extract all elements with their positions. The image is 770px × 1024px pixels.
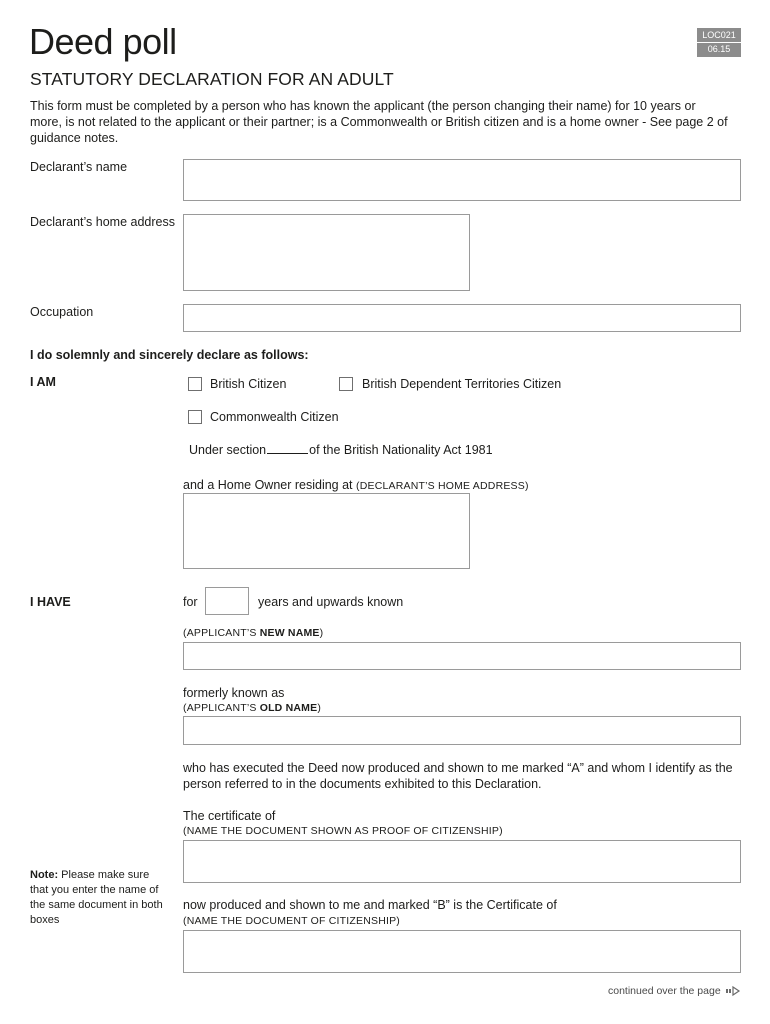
british-citizen-checkbox[interactable] (188, 377, 202, 391)
note-bold: Note: (30, 869, 59, 881)
certificate-label: The certificate of (183, 809, 276, 823)
i-am-label: I AM (30, 375, 56, 389)
commonwealth-citizen-checkbox[interactable] (188, 410, 202, 424)
years-known-field[interactable] (205, 587, 249, 615)
dependent-territories-checkbox[interactable] (339, 377, 353, 391)
home-owner-address-field[interactable] (183, 493, 470, 569)
occupation-label: Occupation (30, 305, 94, 319)
new-name-label (183, 626, 323, 640)
old-name-field[interactable] (183, 716, 741, 745)
commonwealth-citizen-label: Commonwealth Citizen (210, 410, 339, 424)
under-section-line (189, 442, 493, 458)
occupation-field[interactable] (183, 304, 741, 332)
under-section-prefix: Under section (189, 443, 267, 457)
for-label: for (183, 595, 198, 609)
note-body: Please make sure that you enter the name of the same document in both boxes (30, 869, 163, 926)
home-owner-caps: (DECLARANT’S HOME ADDRESS) (356, 480, 529, 492)
home-owner-prefix: and a Home Owner residing at (183, 478, 357, 492)
old-name-label (183, 701, 321, 715)
form-code: LOC021 (702, 30, 736, 40)
new-name-close: ) (319, 627, 324, 639)
declarant-address-field[interactable] (183, 214, 470, 291)
form-date: 06.15 (697, 42, 741, 56)
deed-text: who has executed the Deed now produced and shown to me marked “A” and whom I identify as the person referred to in the documents exhibited to this Declaration. (183, 761, 733, 791)
formerly-known-label: formerly known as (183, 686, 285, 700)
certificate-caps: (NAME THE DOCUMENT SHOWN AS PROOF OF CITIZENSHIP) (183, 825, 503, 837)
citizenship-caps: (NAME THE DOCUMENT OF CITIZENSHIP) (183, 915, 400, 927)
section-number-field[interactable] (267, 442, 308, 454)
old-name-close: ) (317, 702, 322, 714)
old-name-open: (APPLICANT’S (183, 702, 260, 714)
arrow-right-icon (726, 985, 742, 997)
certificate-field[interactable] (183, 840, 741, 883)
declarant-name-field[interactable] (183, 159, 741, 201)
i-have-label: I HAVE (30, 595, 71, 609)
intro-text: This form must be completed by a person who has known the applicant (the person changing their name) for 10 years or more, is not related to the applicant or their partner; is a Commonwealth or British citizen and is a home owner - See page 2 of guidance notes. (30, 99, 728, 145)
citizenship-field[interactable] (183, 930, 741, 973)
years-suffix-label: years and upwards known (258, 595, 404, 609)
new-name-bold: NEW NAME (259, 627, 320, 639)
continued-text: continued over the page (608, 985, 721, 997)
dependent-territories-label: British Dependent Territories Citizen (362, 377, 562, 391)
british-citizen-label: British Citizen (210, 377, 287, 391)
declaration-statement: I do solemnly and sincerely declare as follows: (30, 348, 309, 362)
form-code-badge (697, 28, 741, 57)
declarant-name-label: Declarant’s name (30, 160, 128, 174)
under-section-suffix: of the British Nationality Act 1981 (309, 443, 493, 457)
new-name-open: (APPLICANT’S (183, 627, 260, 639)
new-name-field[interactable] (183, 642, 741, 670)
home-owner-line (183, 477, 529, 493)
page-title: Deed poll (29, 21, 177, 62)
declarant-address-label: Declarant’s home address (30, 215, 175, 229)
note-text (30, 868, 165, 928)
old-name-bold: OLD NAME (259, 702, 318, 714)
form-subtitle: STATUTORY DECLARATION FOR AN ADULT (30, 69, 394, 89)
produced-text: now produced and shown to me and marked “B” is the Certificate of (183, 898, 557, 912)
